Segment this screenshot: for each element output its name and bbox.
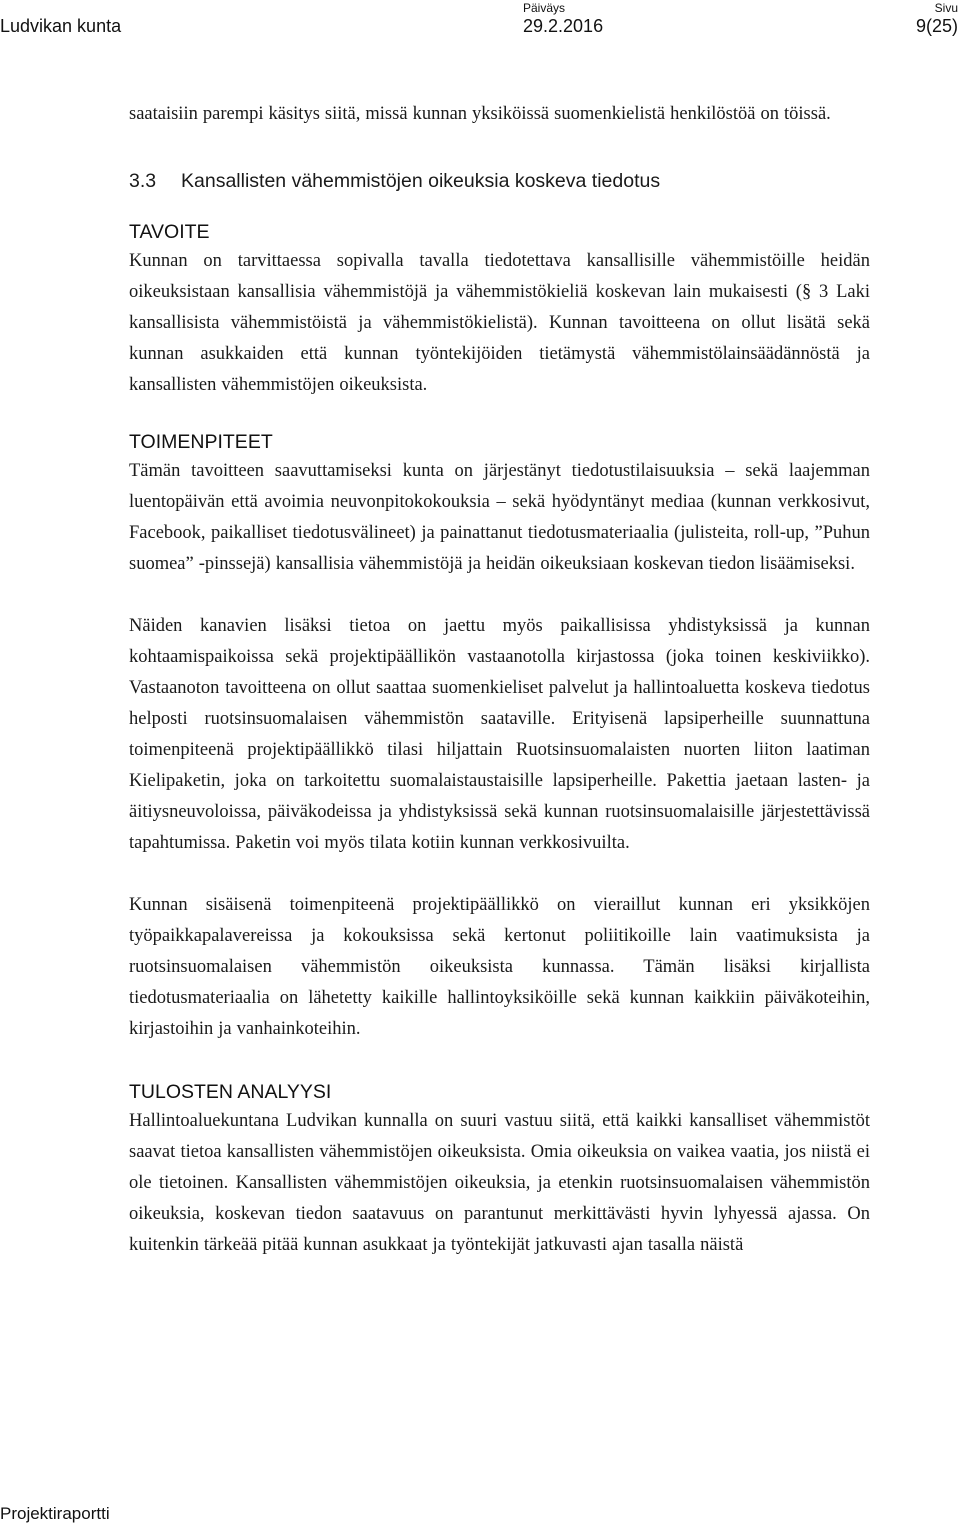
goal-heading: TAVOITE bbox=[129, 221, 210, 243]
header-date-label: Päiväys bbox=[523, 1, 566, 15]
measures-paragraph-3: Kunnan sisäisenä toimenpiteenä projektipäällikkö on vieraillut kunnan eri yksikköjen työpaikkapalavereissa ja kokouksissa sekä kertonut poliitikoille lain vaatimuksista ja ruotsinsuomalaisen vähemmistön oikeuksista kunnassa. Tämän lisäksi kirjallista tiedotusmateriaalia on lähetetty kaikille hallintoyksiköille sekä kunnan kaikkiin päiväkoteihin, kirjastoihin ja vanhainkoteihin. bbox=[129, 895, 870, 1039]
goal-paragraph: Kunnan on tarvittaessa sopivalla tavalla tiedotettava kansallisille vähemmistöille heidän oikeuksistaan kansallisia vähemmistöjä ja vähemmistökieliä koskevan lain mukaisesti (§ 3 Laki kansallisista vähemmistöistä ja vähemmistökielistä). Kunnan tavoitteena on ollut lisätä sekä kunnan asukkaiden että kunnan työntekijöiden tietämystä vähemmistölainsäädännöstä ja kansallisten vähemmistöjen oikeuksista. bbox=[129, 251, 870, 395]
measures-heading: TOIMENPITEET bbox=[129, 431, 273, 453]
section-number: 3.3 bbox=[129, 170, 157, 192]
measures-paragraph-1: Tämän tavoitteen saavuttamiseksi kunta on järjestänyt tiedotustilaisuuksia – sekä laajemman luentopäivän että avoimia neuvonpitokokouksia – sekä hyödyntänyt mediaa (kunnan verkkosivut, Facebook, paikalliset tiedotusvälineet) ja painattanut tiedotusmateriaalia (julisteita, roll-up, ”Puhun suomea” -pinssejä) kansallisia vähemmistöjä ja heidän oikeuksiaan koskevan tiedon lisäämiseksi. bbox=[129, 461, 870, 574]
header-date: 29.2.2016 bbox=[523, 16, 604, 36]
header-page-label: Sivu bbox=[934, 1, 958, 15]
header-page-number: 9(25) bbox=[915, 16, 958, 36]
section-title: Kansallisten vähemmistöjen oikeuksia koskeva tiedotus bbox=[181, 170, 661, 192]
analysis-heading: TULOSTEN ANALYYSI bbox=[129, 1081, 332, 1103]
section-heading bbox=[129, 167, 870, 195]
measures-paragraph-2: Näiden kanavien lisäksi tietoa on jaettu myös paikallisissa yhdistyksissä ja kunnan kohtaamispaikoissa sekä projektipäällikön vastaanotolla kirjastossa (joka toinen keskiviikko). Vastaanoton tavoitteena on ollut saattaa suomenkieliset palvelut ja hallintoaluetta koskeva tiedotus helposti ruotsinsuomalaisen vähemmistön saataville. Erityisenä lapsiperheille suunnattuna toimenpiteenä projektipäällikkö tilasi hiljattain Ruotsinsuomalaisten nuorten liiton laatiman Kielipaketin, joka on tarkoitettu suomalaistaustaisille lapsiperheille. Pakettia jaetaan lasten- ja äitiysneuvoloissa, päiväkodeissa ja yhdistyksissä sekä kunnan ruotsinsuomalaisille järjestettävissä tapahtumissa. Paketin voi myös tilata kotiin kunnan verkkosivuilta. bbox=[129, 616, 870, 853]
footer-document-type: Projektiraportti bbox=[0, 1504, 110, 1523]
intro-paragraph: saataisiin parempi käsitys siitä, missä kunnan yksiköissä suomenkielistä henkilöstöä on töissä. bbox=[129, 104, 831, 124]
document-body bbox=[129, 99, 870, 1261]
header-organization: Ludvikan kunta bbox=[0, 16, 122, 36]
analysis-paragraph: Hallintoaluekuntana Ludvikan kunnalla on suuri vastuu siitä, että kaikki kansalliset vähemmistöt saavat tietoa kansallisten vähemmistöjen oikeuksista. Omia oikeuksia on vaikea vaatia, jos niistä ei ole tietoinen. Kansallisten vähemmistöjen oikeuksia, ja etenkin ruotsinsuomalaisen vähemmistön oikeuksia, koskevan tiedon saatavuus on parantunut merkittävästi hyvin lyhyessä ajassa. On kuitenkin tärkeää pitää kunnan asukkaat ja työntekijät jatkuvasti ajan tasalla näistä bbox=[129, 1111, 870, 1255]
